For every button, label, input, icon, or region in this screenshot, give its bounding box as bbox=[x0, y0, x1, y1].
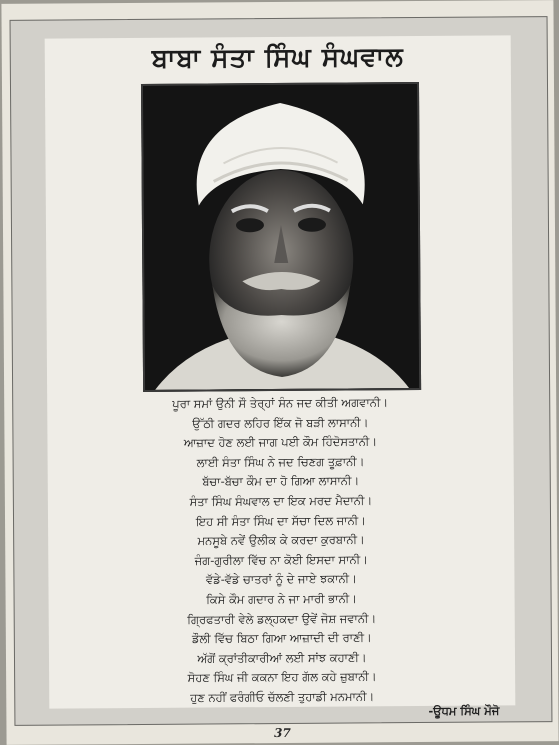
poem-line: ਹੁਣ ਨਹੀਂ ਫਰੰਗੀਓ ਚੱਲਣੀ ਤੁਹਾਡੀ ਮਨਮਾਨੀ। bbox=[190, 689, 375, 705]
poem-line: ਸੰਤਾ ਸਿੰਘ ਸੰਘਵਾਲ ਦਾ ਇਕ ਮਰਦ ਮੈਦਾਨੀ। bbox=[189, 493, 373, 509]
poem-line: ਇਹ ਸੀ ਸੰਤਾ ਸਿੰਘ ਦਾ ਸੱਚਾ ਦਿਲ ਜਾਨੀ। bbox=[196, 512, 367, 529]
poem-author: -ਊਧਮ ਸਿੰਘ ਮੌਜੋ bbox=[428, 703, 500, 718]
poem-line: ਉੱਠੀ ਗਦਰ ਲਹਿਰ ਇੱਕ ਜੋ ਬੜੀ ਲਾਸਾਨੀ। bbox=[192, 414, 369, 431]
poem-line: ਪੂਰਾ ਸਮਾਂ ਉਨੀ ਸੌ ਤੇਰ੍ਹਾਂ ਸੰਨ ਜਦ ਕੀਤੀ ਅਗਵਾਨੀ। bbox=[172, 395, 389, 411]
poem-line: ਸੋਹਣ ਸਿੰਘ ਜੀ ਕਕਨਾ ਇਹ ਗੱਲ ਕਹੇ ਜ਼ੁਬਾਨੀ। bbox=[187, 669, 377, 685]
portrait-image bbox=[143, 84, 419, 390]
poem-line: ਲਾਈ ਸੰਤਾ ਸਿੰਘ ਨੇ ਜਦ ਚਿਣਗ ਤੂਫ਼ਾਨੀ। bbox=[196, 454, 365, 470]
poem-line: ਆਜ਼ਾਦ ਹੋਣ ਲਈ ਜਾਗ ਪਈ ਕੌਮ ਹਿੰਦੋਸਤਾਨੀ। bbox=[183, 434, 378, 450]
book-page bbox=[1, 0, 558, 745]
poem-line: ਮਨਸੂਬੇ ਨਵੇਂ ਉਲੀਕ ਕੇ ਕਰਦਾ ਕੁਰਬਾਨੀ। bbox=[197, 532, 365, 548]
page-frame bbox=[10, 16, 553, 726]
poem-line: ਬੱਚਾ-ਬੱਚਾ ਕੌਮ ਦਾ ਹੋ ਗਿਆ ਲਾਸਾਨੀ। bbox=[202, 473, 360, 489]
poem-line: ਜੰਗ-ਗੁਰੀਲਾ ਵਿੱਚ ਨਾ ਕੋਈ ਇਸਦਾ ਸਾਨੀ। bbox=[194, 552, 368, 568]
poem-line: ਡੌਲੀ ਵਿੱਚ ਬਿਠਾ ਗਿਆ ਆਜ਼ਾਦੀ ਦੀ ਰਾਣੀ। bbox=[191, 630, 372, 646]
poem-line: ਅੱਗੋਂ ਕ੍ਰਾਂਤੀਕਾਰੀਆਂ ਲਈ ਸਾਂਝ ਕਹਾਣੀ। bbox=[197, 650, 367, 666]
poem-text bbox=[47, 392, 515, 709]
poem-line: ਗ੍ਰਿਫਤਾਰੀ ਵੇਲੇ ਡਲ੍ਹਕਦਾ ਉਵੇਂ ਜੋਸ਼ ਜਵਾਨੀ। bbox=[187, 610, 377, 627]
portrait-photo bbox=[141, 82, 421, 392]
poem-line: ਵੱਡੇ-ਵੱਡੇ ਚਾਤਰਾਂ ਨੂੰ ਦੇ ਜਾਏ ਝਕਾਨੀ। bbox=[205, 571, 357, 587]
poem-line: ਕਿਸੇ ਕੌਮ ਗਦਾਰ ਨੇ ਜਾ ਮਾਰੀ ਭਾਨੀ। bbox=[206, 591, 358, 607]
page-number: 37 bbox=[274, 725, 291, 741]
content-panel bbox=[45, 35, 516, 718]
page-title: ਬਾਬਾ ਸੰਤਾ ਸਿੰਘ ਸੰਘਵਾਲ bbox=[151, 42, 404, 74]
